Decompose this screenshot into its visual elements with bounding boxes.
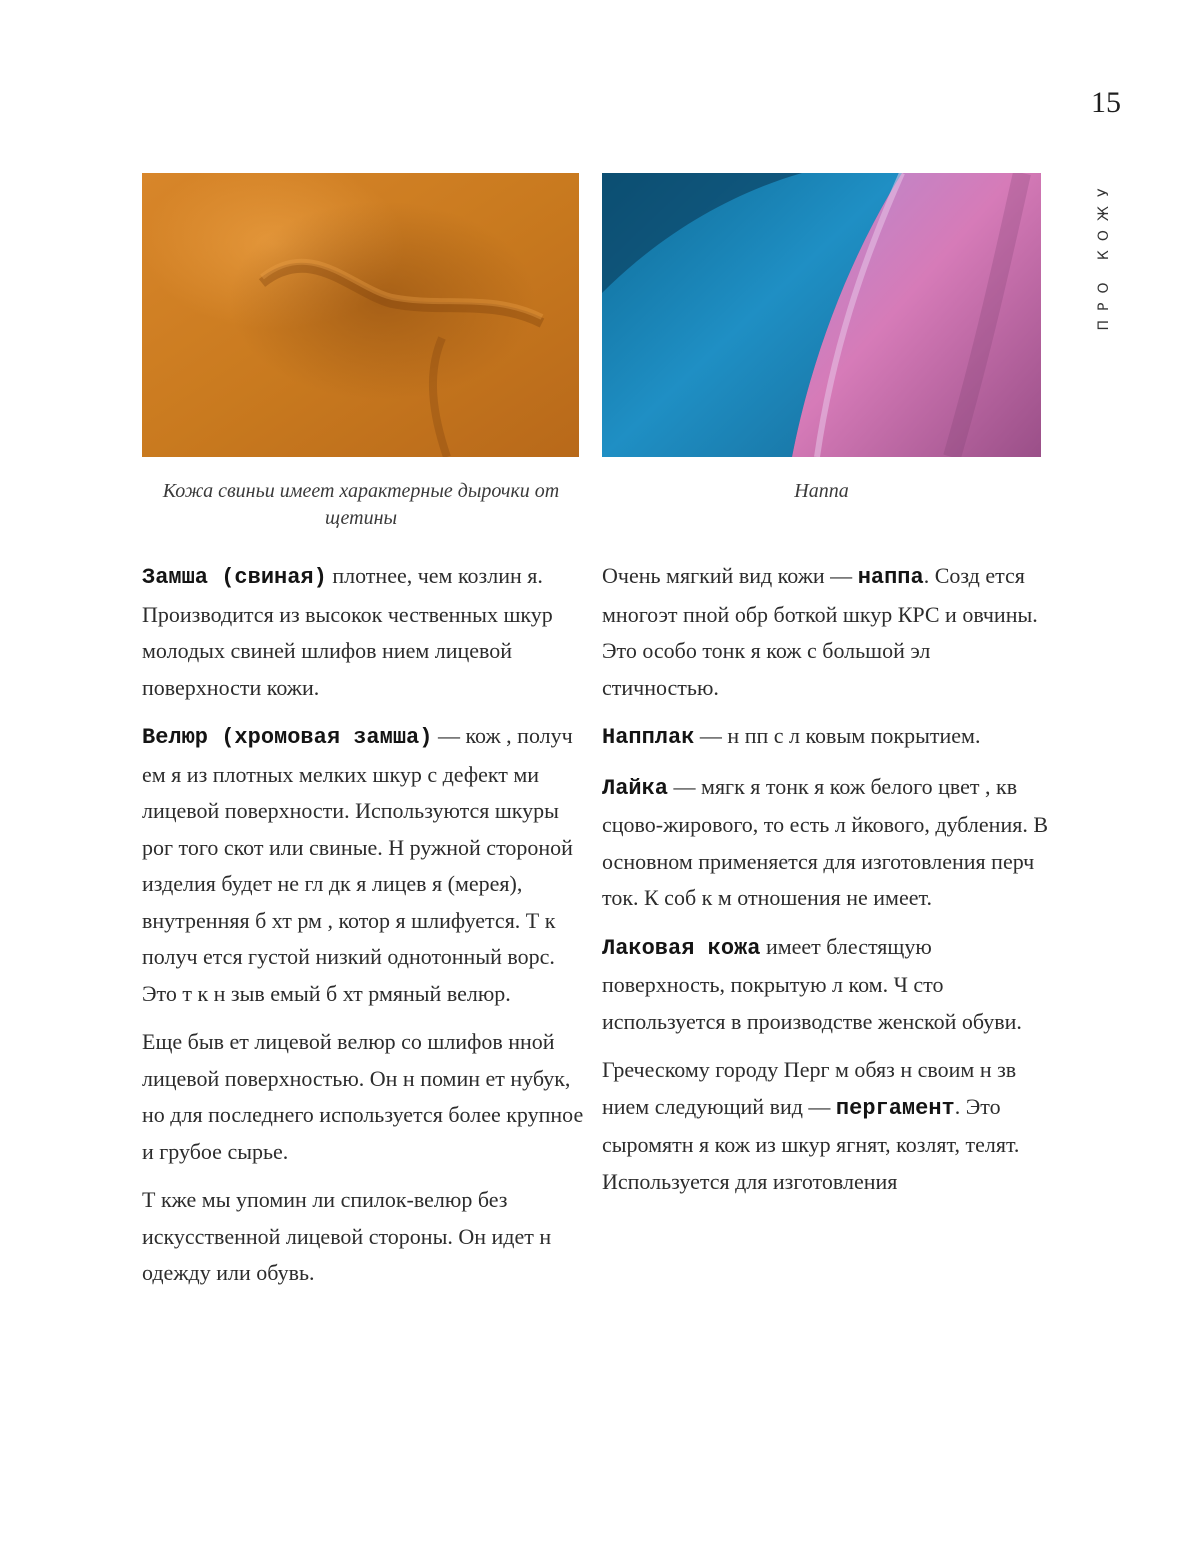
term-parchment: пергамент [835,1095,955,1121]
paragraph-parchment [602,1052,1052,1200]
paragraph-lead: Очень мягкий вид кожи — [602,563,858,588]
paragraph-patent [602,929,1052,1041]
paragraph-laika [602,769,1052,917]
paragraph-text: имеет блестящую поверхность, покрытую л ком. Ч сто используется в производстве женской обуви. [602,933,1022,1034]
paragraph-text: . Созд ется многоэт пной обр боткой шкур КРС и овчины. Это особо тонк я кож с большой эл стичностью. [602,563,1038,700]
paragraph-velour [142,718,592,1012]
suede-photo [142,173,579,457]
paragraph-lead: Греческому городу Перг м обяз н своим н зв нием следующий вид — [602,1057,1017,1119]
term-suede: Замша (свиная) [142,565,327,590]
paragraph-text: . Это сыромятн я кож из шкур ягнят, козлят, телят. Используется для изготовления [602,1093,1020,1194]
term-nappa: наппа [857,565,924,590]
paragraph-split-velour [142,1182,592,1292]
paragraph-suede [142,558,592,706]
suede-caption: Кожа свиньи имеет характерные дырочки от щетины [162,480,560,529]
paragraph-text: Т кже мы упомин ли спилок-велюр без искусственной лицевой стороны. Он идет н одежду или обувь. [142,1187,552,1285]
running-head [1084,180,1124,330]
paragraph-nappa [602,558,1052,706]
paragraph-text: — мягк я тонк я кож белого цвет , кв сцово-жирового, то есть л йкового, дубления. В основном применяется для изготовления перч ток. К соб к м отношения не имеет. [602,773,1049,910]
running-head-text: ПРО КОЖУ [1096,179,1112,331]
left-column [142,558,592,1304]
nappa-caption: Наппа [794,480,849,502]
term-patent-leather: Лаковая кожа [602,935,761,961]
paragraph-napplak [602,718,1052,757]
paragraph-text: плотнее, чем козлин я. Производится из высокок чественных шкур молодых свиней шлифов нием лицевой поверхности кожи. [142,563,553,700]
paragraph-text: — кож , получ ем я из плотных мелких шкур с дефект ми лицевой поверхности. Используются шкуры рог того скот или свиные. Н ружной стороной изделия будет не гл дк я лицев я (мерея), внутренняя б хт рм , котор я шлифуется. Т к получ ется густой низкий однотонный ворс. Это т к н зыв емый б хт рмяный велюр. [142,723,573,1006]
paragraph-text: Еще быв ет лицевой велюр со шлифов нной лицевой поверхностью. Он н помин ет нубук, но для последнего используется более крупное и грубое сырье. [142,1029,584,1164]
paragraph-face-velour [142,1024,592,1170]
nappa-photo [602,173,1041,457]
page-number: 15 [1091,86,1121,119]
term-laika: Лайка [602,775,669,801]
paragraph-text: — н пп с л ковым покрытием. [694,723,981,748]
right-column [602,558,1052,1212]
term-velour: Велюр (хромовая замша) [142,725,433,750]
term-napplak: Напплак [602,725,695,750]
